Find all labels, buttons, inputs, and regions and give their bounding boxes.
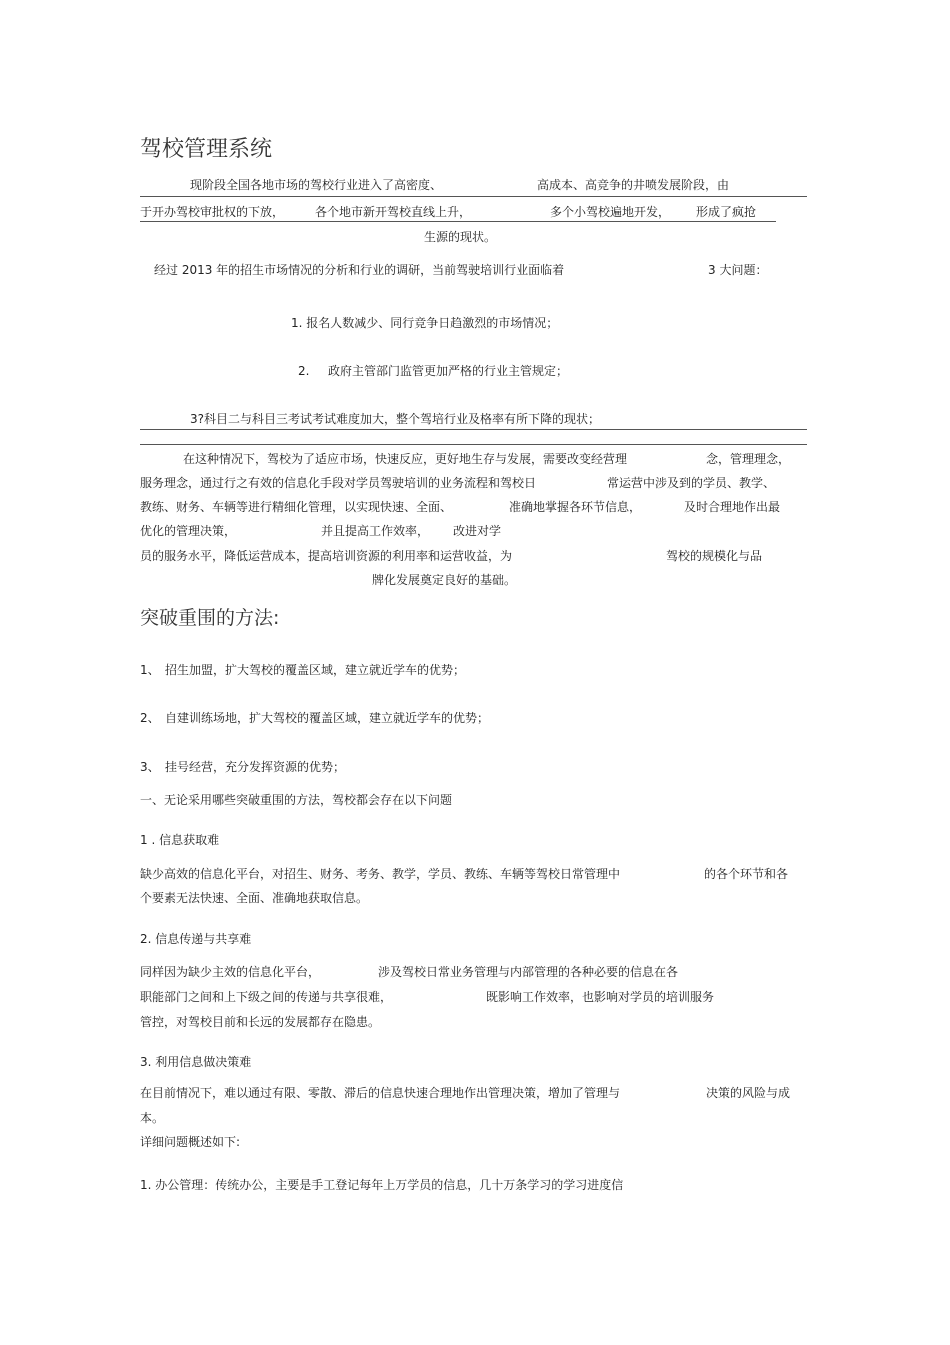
situation-line-2a: 服务理念，通过行之有效的信息化手段对学员驾驶培训的业务流程和驾校日 xyxy=(140,476,537,490)
problem-3: 3?科目二与科目三考试考试难度加大，整个驾培行业及格率有所下降的现状； xyxy=(190,412,601,426)
problems-rule-2 xyxy=(140,444,807,445)
intro-line-3: 生源的现状。 xyxy=(424,230,497,244)
method-2-number: 2、 xyxy=(140,711,160,725)
document-title: 驾校管理系统 xyxy=(140,137,273,162)
situation-line-4a: 优化的管理决策， xyxy=(140,524,237,538)
methods-heading: 突破重围的方法: xyxy=(140,607,280,629)
survey-text: 经过 2013 年的招生市场情况的分析和行业的调研，当前驾驶培训行业面临着 xyxy=(154,263,565,277)
intro-line-2c: 多个小驾校遍地开发， xyxy=(550,205,671,219)
method-1-number: 1、 xyxy=(140,663,160,677)
situation-line-3c: 及时合理地作出最 xyxy=(684,500,781,514)
situation-line-3b: 准确地掌握各环节信息， xyxy=(509,500,642,514)
issue-1-line-2: 个要素无法快速、全面、准确地获取信息。 xyxy=(140,891,369,905)
problems-rule-1 xyxy=(140,429,807,430)
situation-line-3a: 教练、财务、车辆等进行精细化管理，以实现快速、全面、 xyxy=(140,500,453,514)
method-2: 自建训练场地，扩大驾校的覆盖区域，建立就近学车的优势； xyxy=(165,711,490,725)
survey-count: 3 大问题： xyxy=(708,263,768,277)
issue-3-line-1b: 决策的风险与成 xyxy=(706,1086,791,1100)
intro-line-1a: 现阶段全国各地市场的驾校行业进入了高密度、 xyxy=(190,178,443,192)
situation-line-2b: 常运营中涉及到的学员、教学、 xyxy=(607,476,776,490)
issue-2-line-2a: 职能部门之间和上下级之间的传递与共享很难， xyxy=(140,990,393,1004)
problem-2-number: 2. xyxy=(298,364,310,378)
issue-1-title: 1 . 信息获取难 xyxy=(140,833,220,847)
intro-line-2a: 于开办驾校审批权的下放， xyxy=(140,205,285,219)
issue-2-line-2b: 既影响工作效率，也影响对学员的培训服务 xyxy=(486,990,715,1004)
issue-1-line-1b: 的各个环节和各 xyxy=(704,867,789,881)
detail-heading: 详细问题概述如下: xyxy=(140,1135,241,1149)
detail-item-1: 1. 办公管理：传统办公，主要是手工登记每年上万学员的信息，几十万条学习的学习进度信 xyxy=(140,1178,624,1192)
issue-2-line-3: 管控，对驾校目前和长远的发展都存在隐患。 xyxy=(140,1015,381,1029)
intro-line-1b: 高成本、高竞争的井喷发展阶段，由 xyxy=(537,178,730,192)
intro-line-2d: 形成了疯抢 xyxy=(696,205,757,219)
issue-3-line-1a: 在目前情况下，难以通过有限、零散、滞后的信息快速合理地作出管理决策，增加了管理与 xyxy=(140,1086,621,1100)
method-1: 招生加盟，扩大驾校的覆盖区域，建立就近学车的优势； xyxy=(165,663,466,677)
situation-line-4c: 改进对学 xyxy=(453,524,502,538)
situation-line-5a: 员的服务水平，降低运营成本，提高培训资源的利用率和运营收益，为 xyxy=(140,549,513,563)
issues-intro: 一、无论采用哪些突破重围的方法，驾校都会存在以下问题 xyxy=(140,793,453,807)
intro-underline-1 xyxy=(140,196,807,197)
issue-3-line-2: 本。 xyxy=(140,1111,165,1125)
situation-line-5b: 驾校的规模化与品 xyxy=(666,549,763,563)
issue-3-title: 3. 利用信息做决策难 xyxy=(140,1055,252,1069)
problem-1: 1. 报名人数减少、同行竞争日趋激烈的市场情况； xyxy=(291,316,559,330)
situation-line-6: 牌化发展奠定良好的基础。 xyxy=(372,573,517,587)
problem-2: 政府主管部门监管更加严格的行业主管规定； xyxy=(328,364,569,378)
intro-underline-2 xyxy=(140,221,776,222)
situation-line-4b: 并且提高工作效率， xyxy=(321,524,430,538)
method-3: 挂号经营，充分发挥资源的优势； xyxy=(165,760,346,774)
issue-1-line-1a: 缺少高效的信息化平台，对招生、财务、考务、教学，学员、教练、车辆等驾校日常管理中 xyxy=(140,867,621,881)
intro-line-2b: 各个地市新开驾校直线上升， xyxy=(315,205,472,219)
method-3-number: 3、 xyxy=(140,760,160,774)
situation-line-1a: 在这种情况下，驾校为了适应市场，快速反应，更好地生存与发展，需要改变经营理 xyxy=(183,452,628,466)
situation-line-1b: 念，管理理念， xyxy=(706,452,791,466)
issue-2-line-1a: 同样因为缺少主效的信息化平台， xyxy=(140,965,321,979)
issue-2-title: 2. 信息传递与共享难 xyxy=(140,932,252,946)
issue-2-line-1b: 涉及驾校日常业务管理与内部管理的各种必要的信息在各 xyxy=(378,965,679,979)
